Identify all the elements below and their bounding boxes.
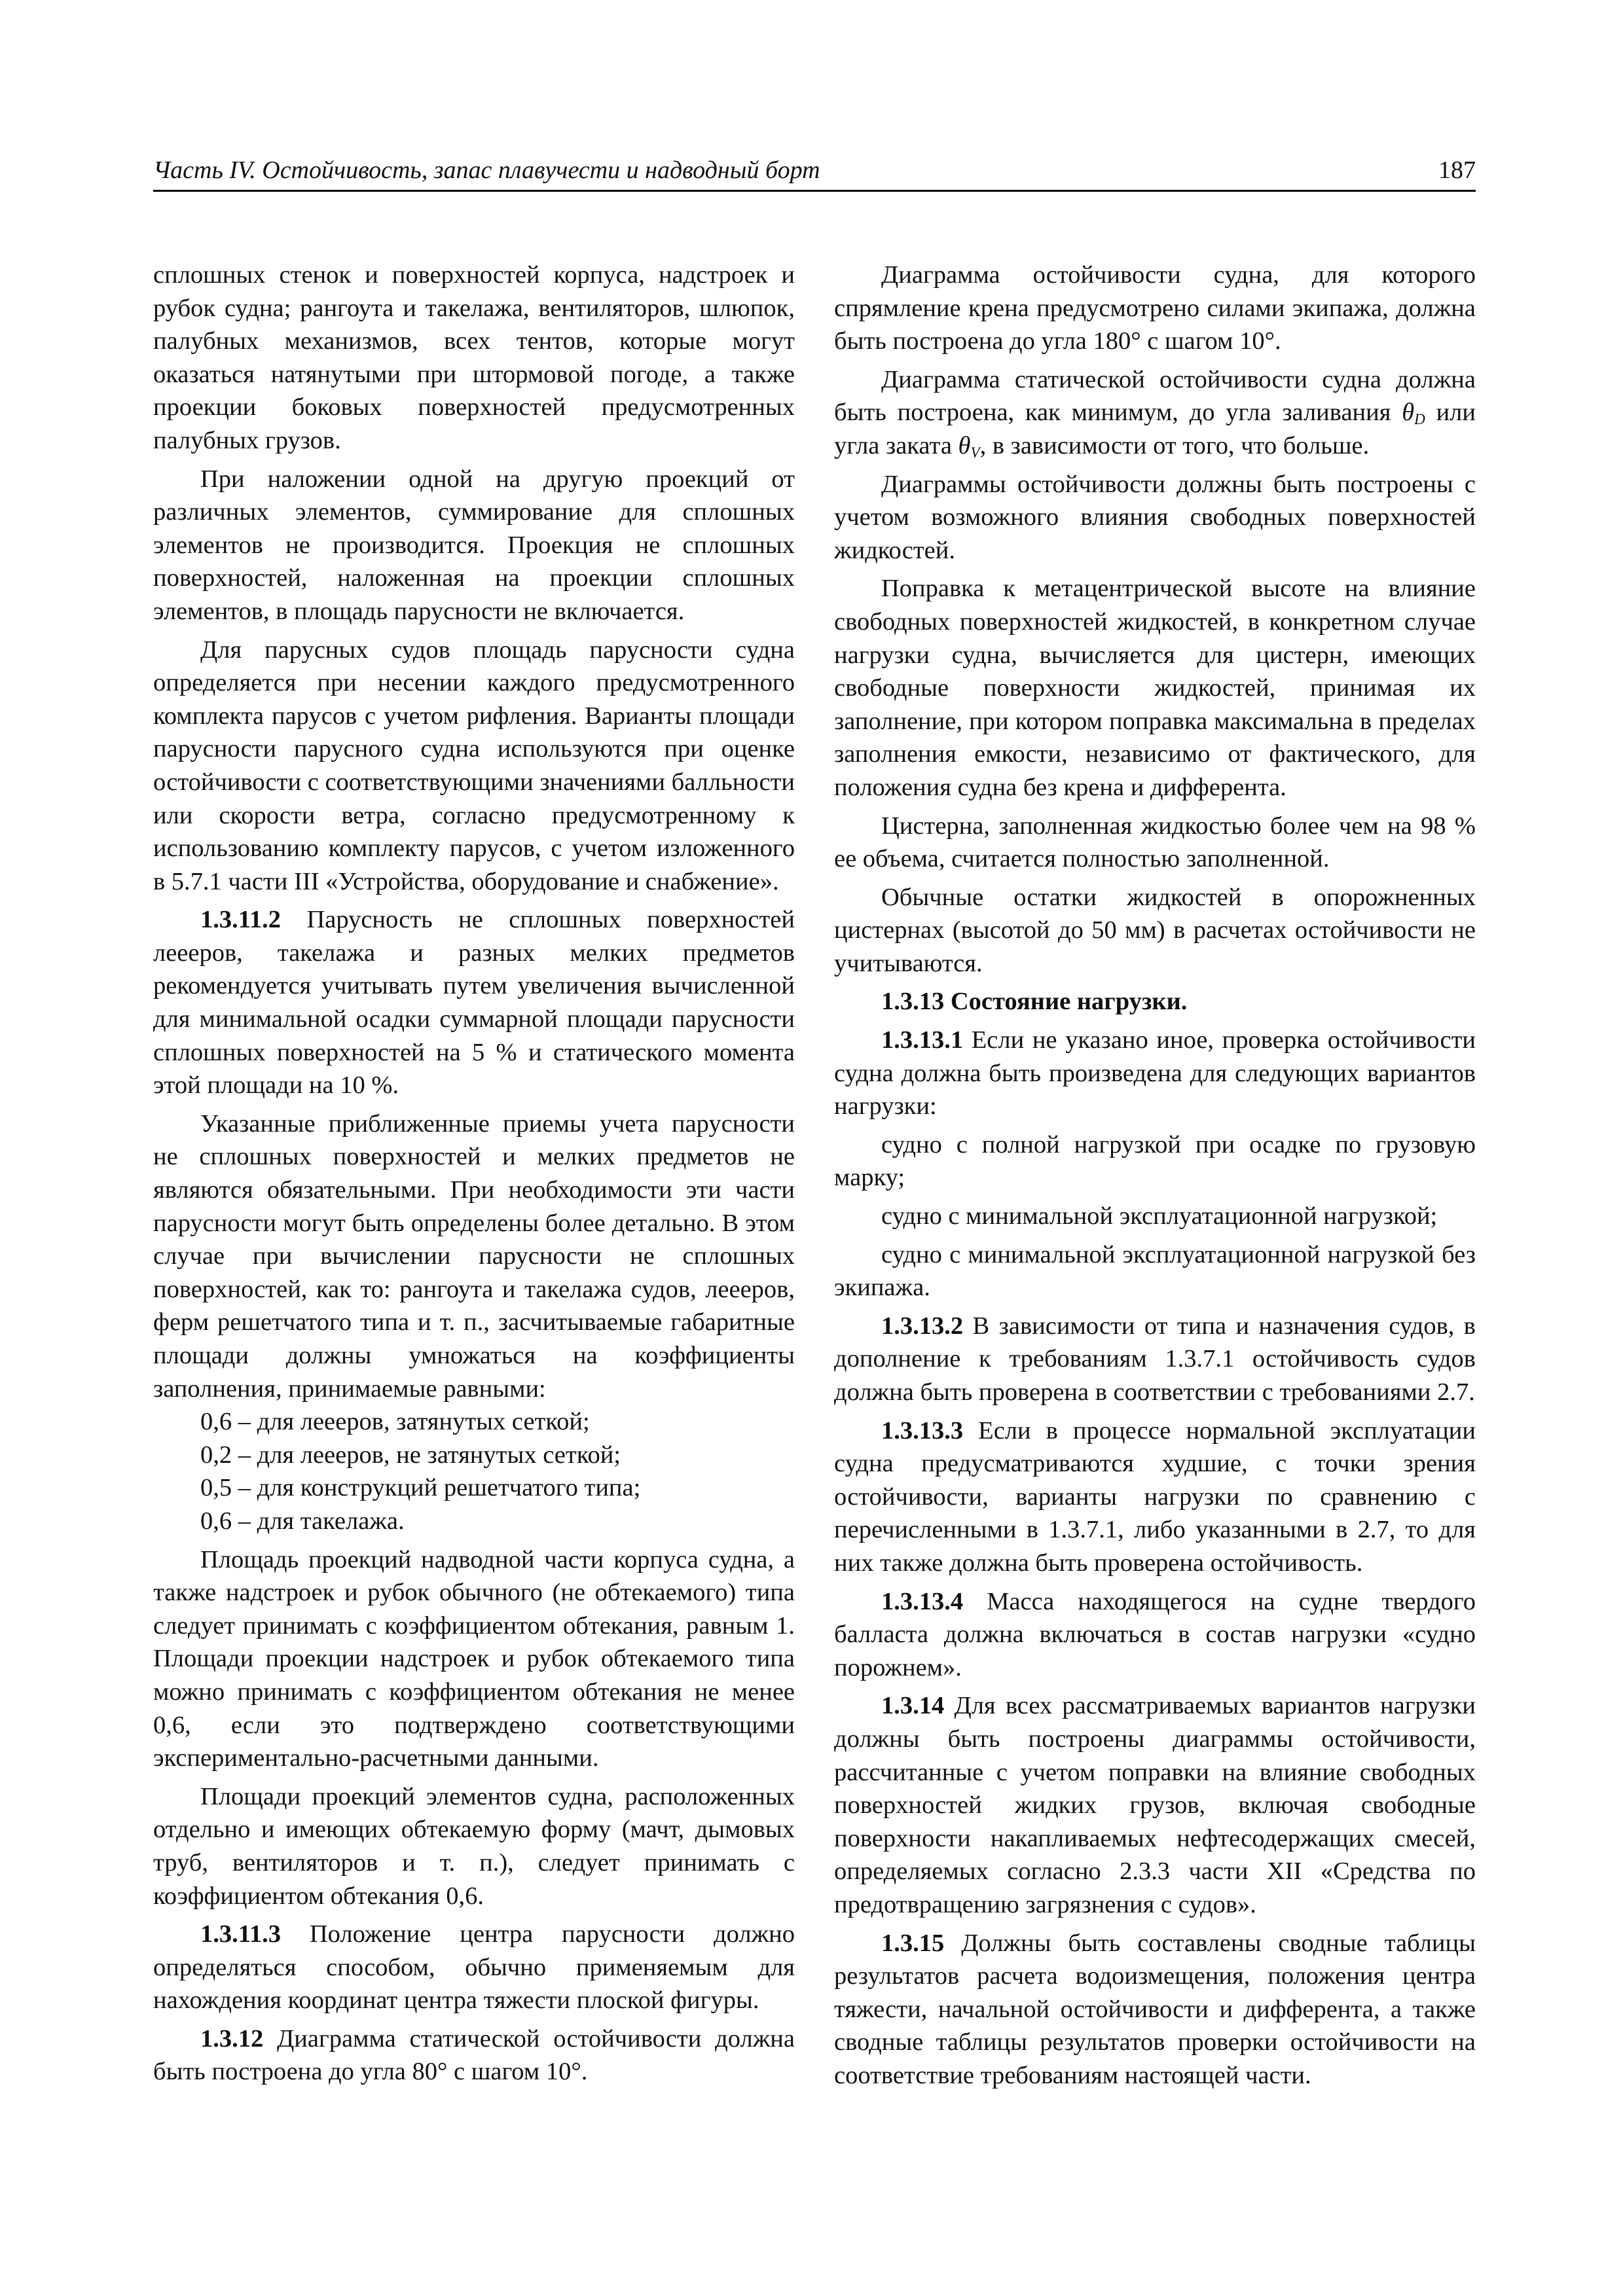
paragraph-text: Если в процессе нормальной эксплуатации судна предусматриваются худшие, с точки зрения остойчивости, варианты нагрузки по сравнению с перечисленными в 1.3.7.1, либо указанными в 2.7, то для них также должна быть проверена остойчивость.	[834, 1416, 1476, 1577]
section-number: 1.3.11.2	[200, 906, 282, 934]
theta-symbol: θ	[1402, 399, 1415, 427]
paragraph-text: Площадь проекций надводной части корпуса судна, а также надстроек и рубок обычного (не обтекаемого) типа следует принимать с коэффициентом обтекания, равным 1. Площади проекции надстроек и рубок обтекаемого типа можно принимать с коэффициентом обтекания не менее 0,6, если это подтверждено соответствующими экспериментально-расчетными данными.	[153, 1545, 795, 1772]
page-number: 187	[1438, 156, 1476, 184]
section-paragraph	[834, 1689, 1476, 1921]
section-paragraph	[834, 1585, 1476, 1685]
section-paragraph	[834, 1310, 1476, 1409]
paragraph	[834, 1128, 1476, 1194]
right-column	[834, 259, 1476, 2092]
paragraph-text: Парусность не сплошных поверхностей леееров, такелажа и разных мелких предметов рекомендуется учитывать путем увеличения вычисленной для минимальной осадки суммарной площади парусности сплошных поверхностей на 5 % и статического момента этой площади на 10 %.	[153, 906, 795, 1100]
paragraph	[153, 634, 795, 899]
section-paragraph	[153, 903, 795, 1102]
list-item	[153, 1505, 795, 1538]
paragraph-text: В зависимости от типа и назначения судов, в дополнение к требованиям 1.3.7.1 остойчивость судов должна быть проверена в соответствии с требованиями 2.7.	[834, 1312, 1476, 1406]
section-paragraph	[834, 1024, 1476, 1123]
section-number: 1.3.13.4	[881, 1587, 964, 1615]
section-number: 1.3.11.3	[200, 1920, 282, 1948]
paragraph-text: Для всех рассматриваемых вариантов нагрузки должны быть построены диаграммы остойчивости, рассчитанные с учетом поправки на влияние свободных поверхностей жидких грузов, включая свободные поверхности накапливаемых нефтесодержащих смесей, определяемых согласно 2.3.3 части XII «Средства по предотвращению загрязнения с судов».	[834, 1692, 1476, 1918]
list-item-text: 0,6 – для леееров, затянутых сеткой;	[200, 1408, 590, 1436]
paragraph-text: Обычные остатки жидкостей в опорожненных цистернах (высотой до 50 мм) в расчетах остойчивости не учитываются.	[834, 883, 1476, 977]
section-paragraph	[834, 1927, 1476, 2092]
paragraph	[834, 468, 1476, 567]
paragraph-text: Диаграмма статической остойчивости должна быть построена до угла 80° с шагом 10°.	[153, 2024, 795, 2086]
paragraph-text: Должны быть составлены сводные таблицы результатов расчета водоизмещения, положения центра тяжести, начальной остойчивости и дифферента, а также сводные таблицы результатов проверки остойчивости на соответствие требованиям настоящей части.	[834, 1929, 1476, 2089]
paragraph-text: Для парусных судов площадь парусности судна определяется при несении каждого предусмотренного комплекта парусов с учетом рифления. Варианты площади парусности парусного судна используются при оценке остойчивости с соответствующими значениями балльности или скорости ветра, согласно предусмотренному к использованию комплекту парусов, с учетом изложенного в 5.7.1 части III «Устройства, оборудование и снабжение».	[153, 636, 795, 895]
paragraph	[153, 1107, 795, 1405]
section-paragraph	[834, 985, 1476, 1018]
section-number: 1.3.13 Состояние нагрузки.	[881, 988, 1188, 1016]
paragraph-text: Площади проекций элементов судна, расположенных отдельно и имеющих обтекаемую форму (мачт, дымовых труб, вентиляторов и т. п.), следует принимать с коэффициентом обтекания 0,6.	[153, 1782, 795, 1910]
theta-symbol: θ	[958, 431, 971, 459]
paragraph-text: Поправка к метацентрической высоте на влияние свободных поверхностей жидкостей, в конкретном случае нагрузки судна, вычисляется для цистерн, имеющих свободные поверхности жидкостей, принимая их заполнение, при котором поправка максимальна в пределах заполнения емкости, независимо от фактического, для положения судна без крена и дифферента.	[834, 575, 1476, 801]
paragraph	[153, 1543, 795, 1775]
paragraph	[834, 1200, 1476, 1233]
paragraph-text: сплошных стенок и поверхностей корпуса, надстроек и рубок судна; рангоута и такелажа, вентиляторов, шлюпок, палубных механизмов, всех тентов, которые могут оказаться натянутыми при штормовой погоде, а также проекции боковых поверхностей предусмотренных палубных грузов.	[153, 261, 795, 454]
section-number: 1.3.13.1	[881, 1026, 964, 1054]
paragraph-text: Диаграмма остойчивости судна, для которого спрямление крена предусмотрено силами экипажа, должна быть построена до угла 180° с шагом 10°.	[834, 261, 1476, 355]
section-paragraph	[153, 2022, 795, 2089]
paragraph-text: или угла заката	[834, 399, 1476, 459]
paragraph-text: судно с полной нагрузкой при осадке по грузовую марку;	[834, 1130, 1476, 1192]
paragraph-text: Диаграммы остойчивости должны быть построены с учетом возможного влияния свободных поверхностей жидкостей.	[834, 470, 1476, 564]
paragraph-text: судно с минимальной эксплуатационной нагрузкой без экипажа.	[834, 1240, 1476, 1302]
list-item-text: 0,5 – для конструкций решетчатого типа;	[200, 1474, 641, 1502]
section-paragraph	[834, 1414, 1476, 1580]
header-title: Часть IV. Остойчивость, запас плавучести и надводный борт	[153, 156, 820, 184]
paragraph-text: Положение центра парусности должно определяться способом, обычно применяемым для нахождения координат центра тяжести плоской фигуры.	[153, 1920, 795, 2015]
paragraph-text: При наложении одной на другую проекций от различных элементов, суммирование для сплошных элементов не производится. Проекция не сплошных поверхностей, наложенная на проекции сплошных элементов, в площадь парусности не включается.	[153, 465, 795, 625]
list-item-text: 0,2 – для леееров, не затянутых сеткой;	[200, 1441, 621, 1469]
paragraph	[153, 463, 795, 628]
list-item-text: 0,6 – для такелажа.	[200, 1507, 405, 1535]
running-header	[153, 156, 1476, 192]
paragraph-text: , в зависимости от того, что больше.	[979, 431, 1370, 459]
section-number: 1.3.15	[881, 1929, 945, 1957]
paragraph	[153, 259, 795, 457]
list-item	[153, 1405, 795, 1439]
left-column	[153, 259, 795, 2089]
subscript: V	[970, 443, 980, 461]
paragraph	[834, 572, 1476, 804]
paragraph-text: судно с минимальной эксплуатационной нагрузкой;	[881, 1202, 1438, 1230]
section-number: 1.3.12	[200, 2024, 264, 2053]
section-number: 1.3.13.2	[881, 1312, 964, 1340]
paragraph	[153, 1780, 795, 1912]
paragraph-text: Указанные приближенные приемы учета парусности не сплошных поверхностей и мелких предметов не являются обязательными. При необходимости эти части парусности могут быть определены более детально. В этом случае при вычислении парусности не сплошных поверхностей, как то: рангоута и такелажа судов, леееров, ферм решетчатого типа и т. п., засчитываемые габаритные площади должны умножаться на коэффициенты заполнения, принимаемые равными:	[153, 1109, 795, 1403]
paragraph	[834, 363, 1476, 463]
paragraph-text: Диаграмма статической остойчивости судна должна быть построена, как минимум, до угла заливания	[834, 365, 1476, 427]
paragraph	[834, 259, 1476, 358]
paragraph	[834, 1238, 1476, 1304]
list-item	[153, 1471, 795, 1505]
section-number: 1.3.13.3	[881, 1416, 964, 1444]
paragraph	[834, 881, 1476, 980]
paragraph	[834, 810, 1476, 876]
paragraph-text: Если не указано иное, проверка остойчивости судна должна быть произведена для следующих вариантов нагрузки:	[834, 1026, 1476, 1121]
section-number: 1.3.14	[881, 1692, 945, 1720]
list-item	[153, 1439, 795, 1472]
paragraph-text: Цистерна, заполненная жидкостью более чем на 98 % ее объема, считается полностью заполненной.	[834, 812, 1476, 873]
subscript: D	[1414, 410, 1425, 428]
paragraph-text: Масса находящегося на судне твердого балласта должна включаться в состав нагрузки «судно порожнем».	[834, 1587, 1476, 1681]
section-paragraph	[153, 1918, 795, 2017]
